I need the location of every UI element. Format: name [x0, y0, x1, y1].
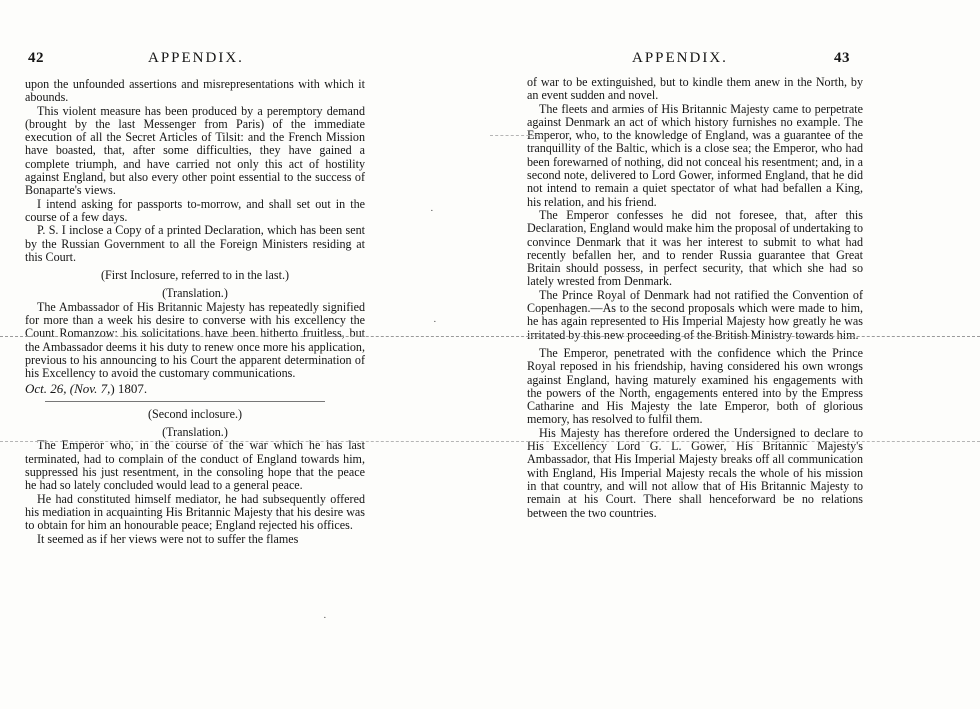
running-head: APPENDIX.	[148, 50, 244, 66]
paragraph: The Ambassador of His Britannic Majesty has repeatedly signified for more than a week his desire to converse with his excellency the Count Romanzow: his solicitations have been hitherto fruitless, but the Ambassador deems it his duty to renew once more his application, previous to his announcing to his Court the apparent determination of his Excellency to avoid the customary communications.	[25, 299, 365, 381]
paragraph: The Emperor confesses he did not foresee, that, after this Declaration, England would make him the proposal of undertaking to convince Denmark that it was her interest to submit to what had recently befallen her, and to render Russia guarantee that Great Britain should possess, in perfect security, that which she had so lately wrested from Denmark.	[527, 207, 863, 289]
scan-speck: ·	[433, 316, 437, 328]
paragraph: upon the unfounded assertions and misrepresentations with which it abounds.	[25, 77, 365, 105]
paragraph: The fleets and armies of His Britannic Majesty came to perpetrate against Denmark an act of which history furnishes no example. The Emperor, who, to the knowledge of England, was a guarantee of the tranquillity of the Baltic, which is a close sea; the Emperor, who had been forewarned of nothing, did not conceal his resentment; and, in a second note, delivered to Lord Gower, informed England, that he did not intend to remain a quiet spectator of what had befallen a King, his relation, and his friend.	[527, 101, 863, 209]
translation-heading: (Translation.)	[162, 286, 228, 301]
paragraph: It seemed as if her views were not to suffer the flames	[37, 531, 299, 546]
paragraph: P. S. I inclose a Copy of a printed Declaration, which has been sent by the Russian Government to all the Foreign Ministers residing at this Court.	[25, 223, 365, 264]
right-page-text-column	[527, 76, 863, 520]
left-page-text-column	[25, 78, 365, 546]
second-inclosure-heading: (Second inclosure.)	[147, 406, 243, 421]
page-number: 43	[834, 50, 850, 66]
first-inclosure-heading: (First Inclosure, referred to in the last.)	[100, 268, 290, 283]
scan-line-artifact	[0, 336, 980, 337]
page-number: 42	[28, 50, 44, 66]
section-divider	[45, 401, 325, 402]
dateline-prefix: Oct. 26, (	[25, 380, 75, 396]
scan-speck: ·	[430, 205, 434, 217]
paragraph: The Emperor, penetrated with the confidence which the Prince Royal reposed in his friendship, having considered his own wrongs against England, having maturely examined his engagements with the powers of the North, engagements entered into by the Empress Catharine and His Majesty the late Emperor, both of glorious memory, has resolved to fulfil them.	[527, 345, 863, 427]
scan-speck: ·	[323, 612, 327, 624]
scan-line-artifact	[0, 441, 980, 442]
scan-line-artifact	[490, 135, 550, 136]
dateline	[25, 382, 365, 395]
dateline-month: Nov. 7,	[74, 380, 111, 396]
paragraph: His Majesty has therefore ordered the Undersigned to declare to His Excellency Lord G. L. Gower, His Britannic Majesty's Ambassador, that His Imperial Majesty breaks off all communication with England, His Imperial Majesty recals the whole of his mission in that country, and will not allow that of His Britannic Majesty to remain at his Court. There shall henceforward be no relations between the two countries.	[527, 425, 863, 520]
translation-heading: (Translation.)	[162, 425, 228, 440]
paragraph: This violent measure has been produced by a peremptory demand (brought by the last Messenger from Paris) of the immediate execution of all the Secret Articles of Tilsit: and the French Mission have boasted, that, after some difficulties, they have gained a complete triumph, and have carried not only this act of hostility against England, but also every other point essential to the success of Bonaparte's views.	[25, 103, 365, 198]
paragraph: The Emperor who, in the course of the war which he has last terminated, had to complain of the conduct of England towards him, suppressed his just resentment, in the consoling hope that the peace he had so lately concluded would lead to a general peace.	[25, 438, 365, 493]
paragraph: of war to be extinguished, but to kindle them anew in the North, by an event sudden and novel.	[527, 75, 863, 103]
running-head: APPENDIX.	[632, 50, 728, 66]
dateline-year: ) 1807.	[110, 380, 148, 396]
paragraph: The Prince Royal of Denmark had not ratified the Convention of Copenhagen.—As to the second proposals which were made to him, he has again represented to His Imperial Majesty how greatly he was irritated by this new proceeding of the British Ministry towards him.	[527, 287, 863, 342]
paragraph: He had constituted himself mediator, he had subsequently offered his mediation in acquainting His Britannic Majesty that his desire was to obtain for him an honourable peace; England rejected his offices.	[25, 491, 365, 533]
paragraph: I intend asking for passports to-morrow, and shall set out in the course of a few days.	[25, 196, 365, 224]
